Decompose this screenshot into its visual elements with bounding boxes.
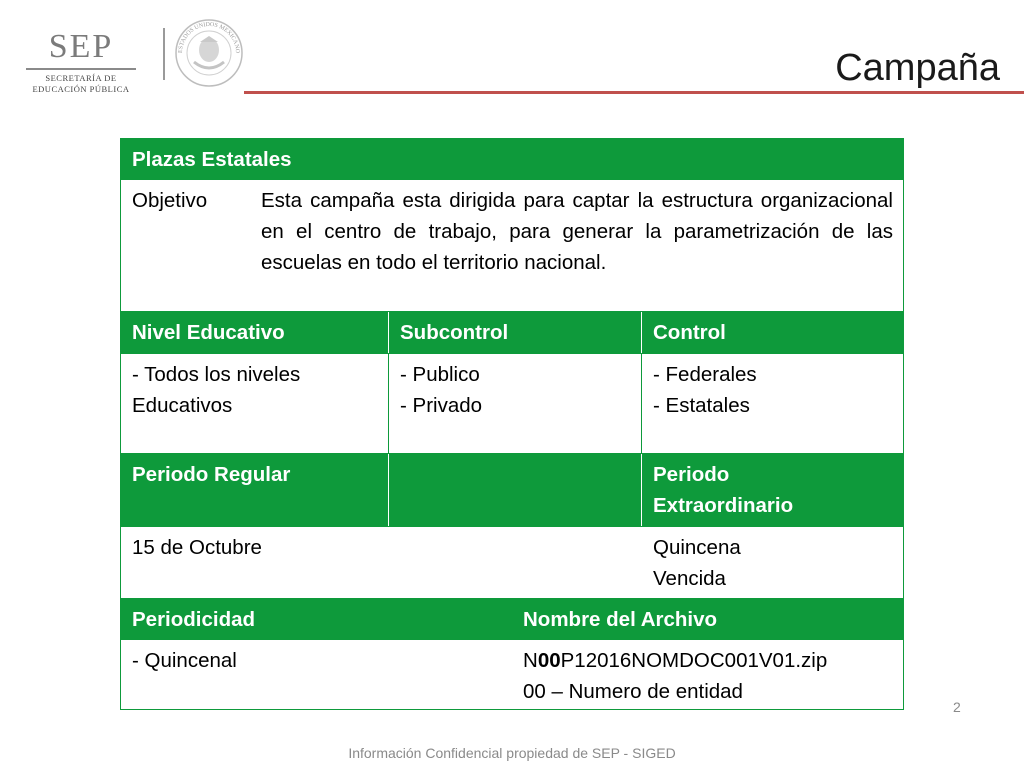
objective-text: Esta campaña esta dirigida para captar la estructura organizacional en el centro de trabajo, para generar la parametrización de las escuelas en todo el territorio nacional. [261, 189, 893, 274]
col-periodo-extra-line-1: Periodo [653, 463, 730, 486]
archivo-value [523, 645, 827, 707]
archivo-value-row [121, 639, 903, 709]
cell-divider [388, 312, 389, 353]
cell-divider [641, 354, 642, 453]
seal-text: ESTADOS UNIDOS MEXICANO [177, 21, 241, 54]
periodo-extra-value [653, 532, 741, 594]
page-number: 2 [953, 699, 961, 715]
file-name [523, 645, 827, 676]
national-seal-icon [174, 18, 244, 88]
col-periodo-extra-line-2: Extraordinario [653, 494, 794, 517]
campaign-table [120, 138, 904, 710]
sep-logo-rule [26, 68, 136, 70]
col-subcontrol: Subcontrol [400, 321, 509, 344]
col-periodo-regular: Periodo Regular [132, 463, 291, 486]
cell-divider [641, 454, 642, 526]
periodicidad-value: - Quincenal [132, 649, 237, 672]
col-control: Control [653, 321, 726, 344]
file-name-note: 00 – Numero de entidad [523, 680, 743, 703]
col-nombre-archivo: Nombre del Archivo [523, 608, 718, 631]
cell-divider [388, 454, 389, 526]
table-heading: Plazas Estatales [132, 148, 292, 171]
sep-logo-text: SEP [48, 28, 114, 65]
sep-logo-line2: EDUCACIÓN PÚBLICA [32, 84, 130, 94]
levels-header-row [121, 311, 903, 353]
sep-logo-line1: SECRETARÍA DE [45, 73, 117, 83]
subcontrol-value [400, 359, 482, 421]
sep-logo [20, 30, 142, 95]
periodo-regular-value: 15 de Octubre [132, 536, 262, 559]
objective-row [121, 179, 903, 311]
objective-label: Objetivo [132, 189, 208, 212]
levels-value-row [121, 353, 903, 453]
nivel-line-1: - Todos los niveles [132, 363, 301, 386]
footer-text: Información Confidencial propiedad de SEP - SIGED [348, 745, 676, 761]
file-name-prefix: N [523, 649, 538, 672]
control-line-2: - Estatales [653, 394, 750, 417]
slide-title: Campaña [835, 47, 1000, 89]
periodo-value-row [121, 526, 903, 598]
file-name-suffix: P12016NOMDOC001V01.zip [560, 649, 828, 672]
archivo-header-row [121, 598, 903, 639]
periodo-extra-line-1: Quincena [653, 536, 741, 559]
col-periodo-extraordinario [653, 459, 793, 521]
title-underline [244, 91, 1024, 94]
subcontrol-line-1: - Publico [400, 363, 480, 386]
col-nivel-educativo: Nivel Educativo [132, 321, 285, 344]
cell-divider [641, 312, 642, 353]
header-divider [163, 28, 165, 80]
control-line-1: - Federales [653, 363, 757, 386]
control-value [653, 359, 757, 421]
table-header-row [121, 139, 903, 179]
subcontrol-line-2: - Privado [400, 394, 483, 417]
periodo-header-row [121, 453, 903, 526]
nivel-line-2: Educativos [132, 394, 233, 417]
cell-divider [388, 354, 389, 453]
file-name-entity-code: 00 [537, 649, 561, 672]
periodo-extra-line-2: Vencida [653, 567, 726, 590]
nivel-value [132, 359, 300, 421]
col-periodicidad: Periodicidad [132, 608, 256, 631]
